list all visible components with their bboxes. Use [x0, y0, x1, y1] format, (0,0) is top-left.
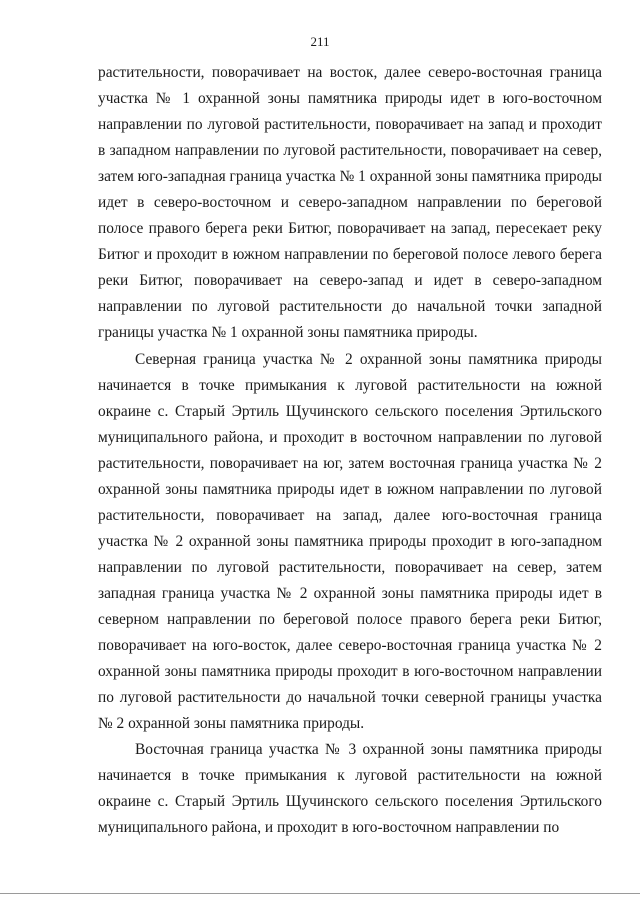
paragraph-continuation: растительности, поворачивает на восток, далее северо-восточная граница участка № 1 охранной зоны памятника природы идет в юго-восточном направлении по луговой растительности, поворачивает на запад и проходит в западном направлении по луговой растительности, поворачивает на север, затем юго-западная граница участка № 1 охранной зоны памятника природы идет в северо-восточном и северо-западном направлении по береговой полосе правого берега реки Битюг, поворачивает на запад, пересекает реку Битюг и проходит в южном направлении по береговой полосе левого берега реки Битюг, поворачивает на северо-запад и идет в северо-западном направлении по луговой растительности до начальной точки западной границы участка № 1 охранной зоны памятника природы.	[98, 64, 602, 342]
page-number: 211	[310, 34, 330, 49]
document-text-body	[98, 60, 602, 841]
paragraph-section-3: Восточная граница участка № 3 охранной зоны памятника природы начинается в точке примыкания к луговой растительности на южной окраине с. Старый Эртиль Щучинского сельского поселения Эртильского муниципального района, и проходит в юго-восточном направлении по	[98, 741, 602, 837]
paragraph-section-2: Северная граница участка № 2 охранной зоны памятника природы начинается в точке примыкания к луговой растительности на южной окраине с. Старый Эртиль Щучинского сельского поселения Эртильского муниципального района, и проходит в восточном направлении по луговой растительности, поворачивает на юг, затем восточная граница участка № 2 охранной зоны памятника природы идет в южном направлении по луговой растительности, поворачивает на запад, далее юго-восточная граница участка № 2 охранной зоны памятника природы проходит в юго-западном направлении по луговой растительности, поворачивает на север, затем западная граница участка № 2 охранной зоны памятника природы идет в северном направлении по береговой полосе правого берега реки Битюг, поворачивает на юго-восток, далее северо-восточная граница участка № 2 охранной зоны памятника природы проходит в юго-восточном направлении по луговой растительности до начальной точки северной границы участка № 2 охранной зоны памятника природы.	[98, 350, 602, 733]
page-bottom-edge	[0, 893, 640, 894]
